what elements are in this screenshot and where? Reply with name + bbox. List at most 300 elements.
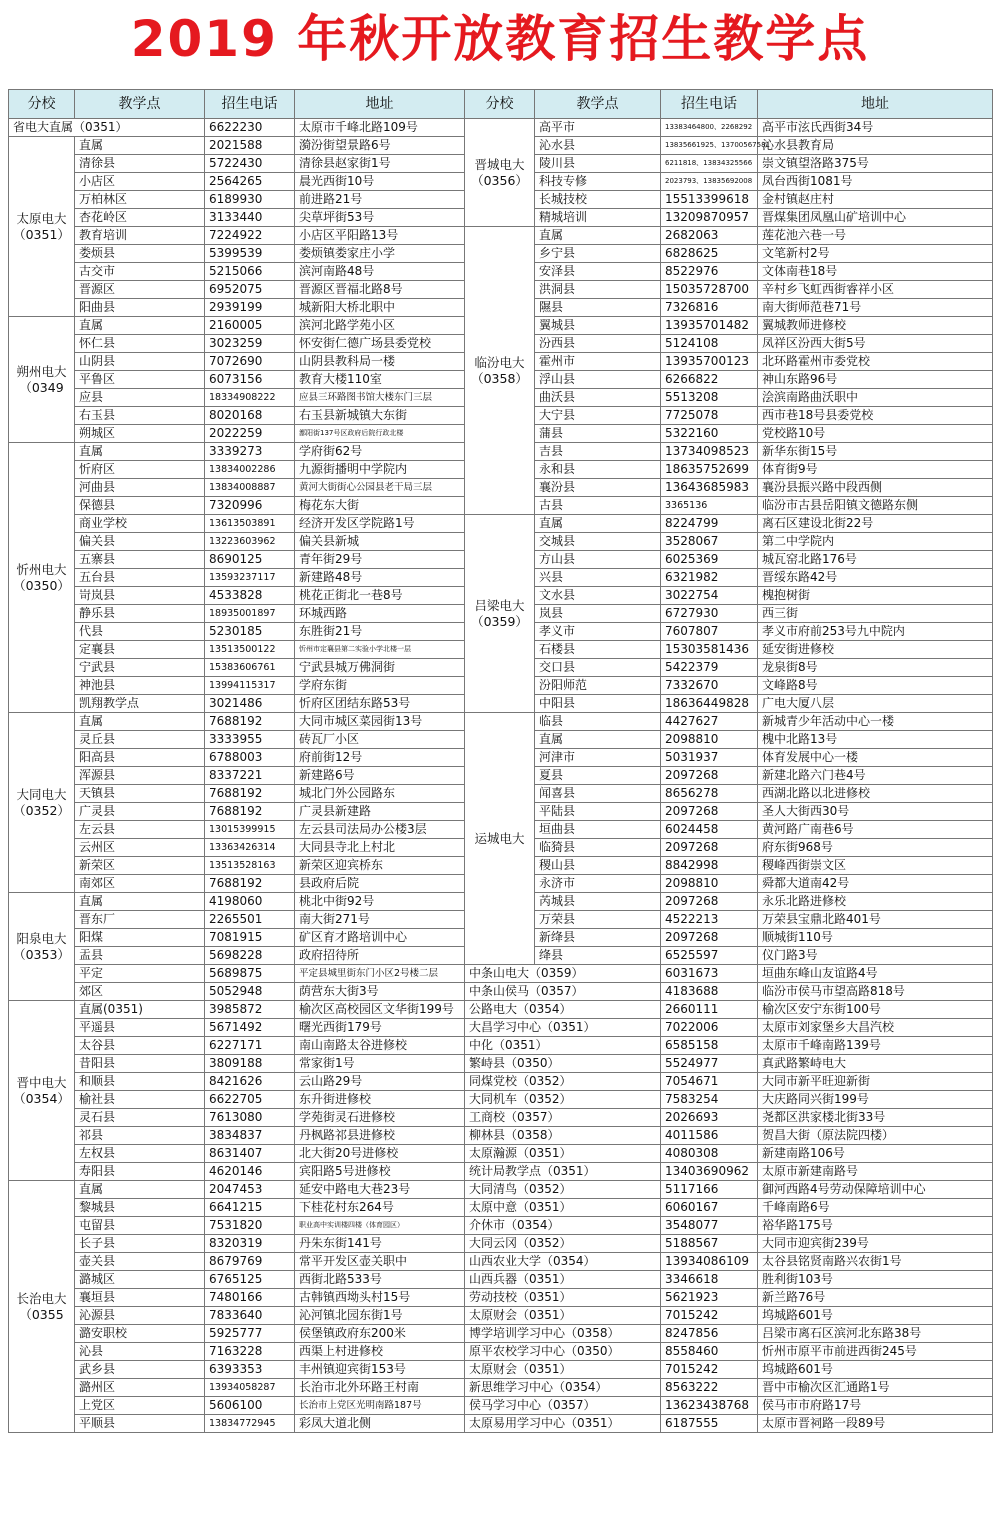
phone-cell: 13015399915: [205, 821, 295, 839]
point-cell: 保德县: [75, 497, 205, 515]
point-cell: 娄烦县: [75, 245, 205, 263]
phone-cell: 2265501: [205, 911, 295, 929]
phone-cell: 8563222: [661, 1379, 758, 1397]
branch-point-cell: 介休市（0354）: [465, 1217, 661, 1235]
phone-cell: 6187555: [661, 1415, 758, 1433]
phone-cell: 13643685983: [661, 479, 758, 497]
table-row: [9, 515, 993, 533]
phone-cell: 13934086109: [661, 1253, 758, 1271]
address-cell: 城瓦窑北路176号: [758, 551, 993, 569]
address-cell: 真武路繁峙电大: [758, 1055, 993, 1073]
point-cell: 怀仁县: [75, 335, 205, 353]
address-cell: 学府东街: [295, 677, 465, 695]
point-cell: 昔阳县: [75, 1055, 205, 1073]
address-cell: 新建南路106号: [758, 1145, 993, 1163]
point-cell: 古县: [535, 497, 661, 515]
point-cell: 科技专修: [535, 173, 661, 191]
phone-cell: 8247856: [661, 1325, 758, 1343]
branch-point-cell: 太原易用学习中心（0351）: [465, 1415, 661, 1433]
address-cell: 鄯阳街137号区政府后院行政北楼: [295, 425, 465, 443]
address-cell: 金村镇赵庄村: [758, 191, 993, 209]
phone-cell: 2097268: [661, 893, 758, 911]
point-cell: 直属(0351): [75, 1001, 205, 1019]
phone-cell: 6393353: [205, 1361, 295, 1379]
phone-cell: 8337221: [205, 767, 295, 785]
phone-cell: 3133440: [205, 209, 295, 227]
branch-point-cell: 繁峙县（0350）: [465, 1055, 661, 1073]
table-row: [9, 1397, 993, 1415]
phone-cell: 2939199: [205, 299, 295, 317]
branch-point-cell: 公路电大（0354）: [465, 1001, 661, 1019]
branch-point-cell: 大同云冈（0352）: [465, 1235, 661, 1253]
phone-cell: 2097268: [661, 767, 758, 785]
phone-cell: 3528067: [661, 533, 758, 551]
branch-cell: 忻州电大 （0350）: [9, 443, 75, 713]
point-cell: 大宁县: [535, 407, 661, 425]
table-row: [9, 965, 993, 983]
phone-cell: 2021588: [205, 137, 295, 155]
header-row: [9, 90, 993, 119]
phone-cell: 13403690962: [661, 1163, 758, 1181]
point-cell: 乡宁县: [535, 245, 661, 263]
address-cell: 大庆路同兴街199号: [758, 1091, 993, 1109]
phone-cell: 6622705: [205, 1091, 295, 1109]
table-row: [9, 227, 993, 245]
phone-cell: 2098810: [661, 731, 758, 749]
address-cell: 浍滨南路曲沃职中: [758, 389, 993, 407]
point-cell: 浑源县: [75, 767, 205, 785]
point-cell: 神池县: [75, 677, 205, 695]
column-header: 教学点: [75, 90, 205, 119]
point-cell: 祁县: [75, 1127, 205, 1145]
branch-point-cell: 工商校（0357）: [465, 1109, 661, 1127]
address-cell: 新兰路76号: [758, 1289, 993, 1307]
address-cell: 左云县司法局办公楼3层: [295, 821, 465, 839]
point-cell: 直属: [75, 713, 205, 731]
point-cell: 直属: [535, 515, 661, 533]
phone-cell: 5322160: [661, 425, 758, 443]
address-cell: 学苑街灵石进修校: [295, 1109, 465, 1127]
phone-cell: 7224922: [205, 227, 295, 245]
address-cell: 榆次区安宁东街100号: [758, 1001, 993, 1019]
point-cell: 代县: [75, 623, 205, 641]
point-cell: 曲沃县: [535, 389, 661, 407]
table-row: [9, 1019, 993, 1037]
branch-cell: 长治电大 （0355: [9, 1181, 75, 1433]
branch-point-cell: 山西兵器（0351）: [465, 1271, 661, 1289]
address-cell: 圣人大街西30号: [758, 803, 993, 821]
address-cell: 神山东路96号: [758, 371, 993, 389]
table-row: [9, 1109, 993, 1127]
address-cell: 万荣县宝鼎北路401号: [758, 911, 993, 929]
phone-cell: 2097268: [661, 803, 758, 821]
point-cell: 清徐县: [75, 155, 205, 173]
phone-cell: 5698228: [205, 947, 295, 965]
phone-cell: 8421626: [205, 1073, 295, 1091]
address-cell: 忻府区团结东路53号: [295, 695, 465, 713]
phone-cell: 6073156: [205, 371, 295, 389]
phone-cell: 4011586: [661, 1127, 758, 1145]
point-cell: 霍州市: [535, 353, 661, 371]
phone-cell: 13383464800、2268292: [661, 119, 758, 137]
point-cell: 阳煤: [75, 929, 205, 947]
phone-cell: 6641215: [205, 1199, 295, 1217]
phone-cell: 6765125: [205, 1271, 295, 1289]
point-cell: 五寨县: [75, 551, 205, 569]
point-cell: 临县: [535, 713, 661, 731]
point-cell: 直属: [75, 137, 205, 155]
table-row: [9, 1055, 993, 1073]
address-cell: 常家街1号: [295, 1055, 465, 1073]
phone-cell: 13834772945: [205, 1415, 295, 1433]
address-cell: 临汾市侯马市望高路818号: [758, 983, 993, 1001]
table-row: [9, 1091, 993, 1109]
phone-cell: 4080308: [661, 1145, 758, 1163]
branch-point-cell: 大同机车（0352）: [465, 1091, 661, 1109]
phone-cell: 18636449828: [661, 695, 758, 713]
point-cell: 蒲县: [535, 425, 661, 443]
phone-cell: 8842998: [661, 857, 758, 875]
address-cell: 延安街进修校: [758, 641, 993, 659]
address-cell: 大同市新平旺迎新街: [758, 1073, 993, 1091]
column-header: 分校: [465, 90, 535, 119]
point-cell: 古交市: [75, 263, 205, 281]
phone-cell: 5524977: [661, 1055, 758, 1073]
address-cell: 滨河南路48号: [295, 263, 465, 281]
address-cell: 新建路48号: [295, 569, 465, 587]
phone-cell: 3023259: [205, 335, 295, 353]
address-cell: 清徐县赵家街1号: [295, 155, 465, 173]
point-cell: 广灵县: [75, 803, 205, 821]
point-cell: 稷山县: [535, 857, 661, 875]
point-cell: 汾西县: [535, 335, 661, 353]
address-cell: 宾阳路5号进修校: [295, 1163, 465, 1181]
phone-cell: 3346618: [661, 1271, 758, 1289]
point-cell: 左权县: [75, 1145, 205, 1163]
point-cell: 灵石县: [75, 1109, 205, 1127]
point-cell: 忻府区: [75, 461, 205, 479]
point-cell: 右玉县: [75, 407, 205, 425]
address-cell: 太原市新建南路号: [758, 1163, 993, 1181]
address-cell: 文峰路8号: [758, 677, 993, 695]
phone-cell: 13994115317: [205, 677, 295, 695]
phone-cell: 7480166: [205, 1289, 295, 1307]
phone-cell: 13834002286: [205, 461, 295, 479]
phone-cell: 5925777: [205, 1325, 295, 1343]
column-header: 地址: [758, 90, 993, 119]
address-cell: 山阴县教科局一楼: [295, 353, 465, 371]
table-row: [9, 1001, 993, 1019]
address-cell: 仪门路3号: [758, 947, 993, 965]
branch-point-cell: 山西农业大学（0354）: [465, 1253, 661, 1271]
branch-point-cell: 太原瀚源（0351）: [465, 1145, 661, 1163]
phone-cell: 2097268: [661, 929, 758, 947]
address-cell: 右玉县新城镇大东街: [295, 407, 465, 425]
address-cell: 九源街播明中学院内: [295, 461, 465, 479]
address-cell: 槐中北路13号: [758, 731, 993, 749]
table-row: [9, 1271, 993, 1289]
phone-cell: 7688192: [205, 785, 295, 803]
phone-cell: 7725078: [661, 407, 758, 425]
address-cell: 文体南巷18号: [758, 263, 993, 281]
table-row: [9, 983, 993, 1001]
phone-cell: 8679769: [205, 1253, 295, 1271]
address-cell: 桃北中街92号: [295, 893, 465, 911]
point-cell: 上党区: [75, 1397, 205, 1415]
branch-point-cell: 劳动技校（0351）: [465, 1289, 661, 1307]
phone-cell: 7054671: [661, 1073, 758, 1091]
point-cell: 定襄县: [75, 641, 205, 659]
table-row: [9, 1343, 993, 1361]
address-cell: 莲花池六巷一号: [758, 227, 993, 245]
table-row: [9, 1289, 993, 1307]
table-row: [9, 1235, 993, 1253]
table-body: [9, 119, 993, 1433]
table-row: [9, 1199, 993, 1217]
point-cell: 长子县: [75, 1235, 205, 1253]
address-cell: 漪汾街望景路6号: [295, 137, 465, 155]
phone-cell: 7688192: [205, 875, 295, 893]
address-cell: 广电大厦八层: [758, 695, 993, 713]
address-cell: 县政府后院: [295, 875, 465, 893]
phone-cell: 8020168: [205, 407, 295, 425]
address-cell: 忻州市定襄县第二实验小学北楼一层: [295, 641, 465, 659]
address-cell: 长治市北外环路王村南: [295, 1379, 465, 1397]
phone-cell: 5031937: [661, 749, 758, 767]
address-cell: 常平开发区壶关职中: [295, 1253, 465, 1271]
phone-cell: 15035728700: [661, 281, 758, 299]
branch-point-cell: 侯马学习中心（0357）: [465, 1397, 661, 1415]
point-cell: 沁县: [75, 1343, 205, 1361]
column-header: 地址: [295, 90, 465, 119]
phone-cell: 2160005: [205, 317, 295, 335]
point-cell: 阳曲县: [75, 299, 205, 317]
point-cell: 壶关县: [75, 1253, 205, 1271]
point-cell: 南郊区: [75, 875, 205, 893]
address-cell: 桃花正街北一巷8号: [295, 587, 465, 605]
address-cell: 晋煤集团凤凰山矿培训中心: [758, 209, 993, 227]
phone-cell: 13513500122: [205, 641, 295, 659]
phone-cell: 3333955: [205, 731, 295, 749]
point-cell: 河津市: [535, 749, 661, 767]
phone-cell: 3834837: [205, 1127, 295, 1145]
column-header: 招生电话: [205, 90, 295, 119]
point-cell: 宁武县: [75, 659, 205, 677]
table-row: [9, 1127, 993, 1145]
point-cell: 太谷县: [75, 1037, 205, 1055]
address-cell: 平定县城里街东门小区2号楼二层: [295, 965, 465, 983]
point-cell: 新绛县: [535, 929, 661, 947]
phone-cell: 8690125: [205, 551, 295, 569]
address-cell: 体育发展中心一楼: [758, 749, 993, 767]
point-cell: 汾阳师范: [535, 677, 661, 695]
table-row: [9, 1253, 993, 1271]
phone-cell: 13363426314: [205, 839, 295, 857]
point-cell: 万荣县: [535, 911, 661, 929]
address-cell: 离石区建设北街22号: [758, 515, 993, 533]
phone-cell: 8320319: [205, 1235, 295, 1253]
phone-cell: 6828625: [661, 245, 758, 263]
column-header: 招生电话: [661, 90, 758, 119]
address-cell: 学府街62号: [295, 443, 465, 461]
address-cell: 尧都区洪家楼北街33号: [758, 1109, 993, 1127]
address-cell: 晋源区晋福北路8号: [295, 281, 465, 299]
phone-cell: 6585158: [661, 1037, 758, 1055]
address-cell: 顺城街110号: [758, 929, 993, 947]
point-cell: 方山县: [535, 551, 661, 569]
point-cell: 和顺县: [75, 1073, 205, 1091]
phone-cell: 6788003: [205, 749, 295, 767]
phone-cell: 4183688: [661, 983, 758, 1001]
address-cell: 青年街29号: [295, 551, 465, 569]
address-cell: 云山路29号: [295, 1073, 465, 1091]
point-cell: 小店区: [75, 173, 205, 191]
branch-point-cell: 同煤党校（0352）: [465, 1073, 661, 1091]
address-cell: 黄河路广南巷6号: [758, 821, 993, 839]
point-cell: 沁水县: [535, 137, 661, 155]
address-cell: 垣曲东峰山友谊路4号: [758, 965, 993, 983]
branch-point-cell: 省电大直属（0351）: [9, 119, 205, 137]
phone-cell: 8631407: [205, 1145, 295, 1163]
address-cell: 贺昌大街（原法院四楼）: [758, 1127, 993, 1145]
phone-cell: 7833640: [205, 1307, 295, 1325]
phone-cell: 6024458: [661, 821, 758, 839]
phone-cell: 15383606761: [205, 659, 295, 677]
point-cell: 长城技校: [535, 191, 661, 209]
point-cell: 临猗县: [535, 839, 661, 857]
point-cell: 浮山县: [535, 371, 661, 389]
point-cell: 杏花岭区: [75, 209, 205, 227]
point-cell: 武乡县: [75, 1361, 205, 1379]
branch-point-cell: 柳林县（0358）: [465, 1127, 661, 1145]
phone-cell: 7081915: [205, 929, 295, 947]
point-cell: 芮城县: [535, 893, 661, 911]
address-cell: 南大街271号: [295, 911, 465, 929]
point-cell: 左云县: [75, 821, 205, 839]
phone-cell: 3809188: [205, 1055, 295, 1073]
point-cell: 晋源区: [75, 281, 205, 299]
phone-cell: 7015242: [661, 1361, 758, 1379]
point-cell: 闻喜县: [535, 785, 661, 803]
point-cell: 高平市: [535, 119, 661, 137]
address-cell: 大同市城区菜园街13号: [295, 713, 465, 731]
phone-cell: 2023793、13835692008: [661, 173, 758, 191]
point-cell: 郊区: [75, 983, 205, 1001]
table-row: [9, 1217, 993, 1235]
point-cell: 直属: [75, 443, 205, 461]
address-cell: 丹枫路祁县进修校: [295, 1127, 465, 1145]
phone-cell: 8224799: [661, 515, 758, 533]
address-cell: 文笔新村2号: [758, 245, 993, 263]
point-cell: 直属: [535, 731, 661, 749]
branch-point-cell: 大昌学习中心（0351）: [465, 1019, 661, 1037]
address-cell: 南山南路太谷进修校: [295, 1037, 465, 1055]
phone-cell: 7607807: [661, 623, 758, 641]
address-cell: 小店区平阳路13号: [295, 227, 465, 245]
address-cell: 新建路6号: [295, 767, 465, 785]
address-cell: 丰州镇迎宾街153号: [295, 1361, 465, 1379]
phone-cell: 13623438768: [661, 1397, 758, 1415]
address-cell: 榆次区高校园区文华街199号: [295, 1001, 465, 1019]
branch-point-cell: 新思维学习中心（0354）: [465, 1379, 661, 1397]
address-cell: 御河西路4号劳动保障培训中心: [758, 1181, 993, 1199]
branch-point-cell: 统计局教学点（0351）: [465, 1163, 661, 1181]
phone-cell: 5722430: [205, 155, 295, 173]
phone-cell: 5124108: [661, 335, 758, 353]
phone-cell: 5513208: [661, 389, 758, 407]
address-cell: 黄河大街街心公园县老干局三层: [295, 479, 465, 497]
point-cell: 吉县: [535, 443, 661, 461]
address-cell: 千峰南路6号: [758, 1199, 993, 1217]
point-cell: 垣曲县: [535, 821, 661, 839]
phone-cell: 6211818、13834325566: [661, 155, 758, 173]
phone-cell: 6266822: [661, 371, 758, 389]
address-cell: 新华东街15号: [758, 443, 993, 461]
table-row: [9, 713, 993, 731]
address-cell: 舜都大道南42号: [758, 875, 993, 893]
point-cell: 平鲁区: [75, 371, 205, 389]
phone-cell: 5215066: [205, 263, 295, 281]
address-cell: 侯马市市府路17号: [758, 1397, 993, 1415]
phone-cell: 3985872: [205, 1001, 295, 1019]
address-cell: 西渠上村进修校: [295, 1343, 465, 1361]
address-cell: 城新阳大桥北职中: [295, 299, 465, 317]
phone-cell: 18935001897: [205, 605, 295, 623]
point-cell: 翼城县: [535, 317, 661, 335]
address-cell: 翼城教师进修校: [758, 317, 993, 335]
point-cell: 襄垣县: [75, 1289, 205, 1307]
point-cell: 岚县: [535, 605, 661, 623]
point-cell: 隰县: [535, 299, 661, 317]
phone-cell: 13513528163: [205, 857, 295, 875]
enrollment-table: [8, 89, 993, 1433]
address-cell: 晨光西街10号: [295, 173, 465, 191]
address-cell: 西湖北路以北进修校: [758, 785, 993, 803]
address-cell: 稷峰西街崇文区: [758, 857, 993, 875]
phone-cell: 7072690: [205, 353, 295, 371]
point-cell: 商业学校: [75, 515, 205, 533]
phone-cell: 3548077: [661, 1217, 758, 1235]
branch-point-cell: 中化（0351）: [465, 1037, 661, 1055]
table-row: [9, 1181, 993, 1199]
phone-cell: 2098810: [661, 875, 758, 893]
branch-cell: 吕梁电大 （0359）: [465, 515, 535, 713]
address-cell: 偏关县新城: [295, 533, 465, 551]
phone-cell: 7688192: [205, 713, 295, 731]
address-cell: 应县三环路图书馆大楼东门三层: [295, 389, 465, 407]
point-cell: 孝义市: [535, 623, 661, 641]
phone-cell: 13613503891: [205, 515, 295, 533]
phone-cell: 5689875: [205, 965, 295, 983]
phone-cell: 2660111: [661, 1001, 758, 1019]
phone-cell: 4198060: [205, 893, 295, 911]
address-cell: 高平市泫氏西街34号: [758, 119, 993, 137]
address-cell: 沁水县教育局: [758, 137, 993, 155]
address-cell: 滨河北路学苑小区: [295, 317, 465, 335]
address-cell: 孝义市府前253号九中院内: [758, 623, 993, 641]
address-cell: 党校路10号: [758, 425, 993, 443]
address-cell: 府东街968号: [758, 839, 993, 857]
phone-cell: 7332670: [661, 677, 758, 695]
point-cell: 天镇县: [75, 785, 205, 803]
address-cell: 胜利街103号: [758, 1271, 993, 1289]
address-cell: 太原市千峰北路109号: [295, 119, 465, 137]
branch-cell: 太原电大 （0351）: [9, 137, 75, 317]
point-cell: 盂县: [75, 947, 205, 965]
address-cell: 新建北路六门巷4号: [758, 767, 993, 785]
branch-cell: 晋中电大 （0354）: [9, 1001, 75, 1181]
phone-cell: 6525597: [661, 947, 758, 965]
